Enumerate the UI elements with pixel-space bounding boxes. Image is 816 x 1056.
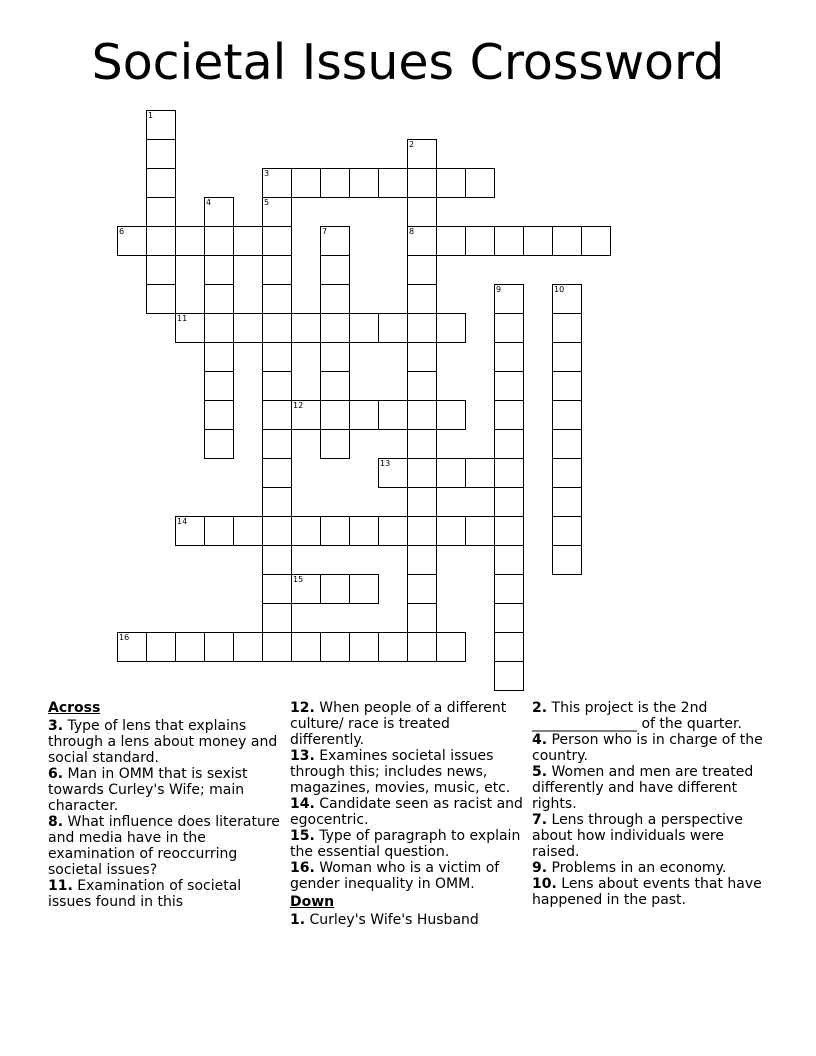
grid-cell[interactable]	[465, 458, 495, 488]
grid-cell[interactable]	[291, 313, 321, 343]
grid-cell[interactable]	[494, 603, 524, 633]
grid-cell[interactable]	[262, 255, 292, 285]
clue-item-number: 16.	[290, 860, 315, 876]
grid-cell[interactable]	[146, 255, 176, 285]
clue-number: 12	[293, 401, 304, 410]
grid-cell[interactable]	[146, 139, 176, 169]
clue-item-number: 11.	[48, 878, 73, 894]
grid-cell[interactable]	[320, 255, 350, 285]
grid-cell[interactable]	[262, 516, 292, 546]
down-clue-list-part-1	[290, 912, 526, 928]
grid-cell[interactable]	[320, 516, 350, 546]
grid-cell[interactable]	[552, 313, 582, 343]
grid-cell[interactable]	[320, 429, 350, 459]
grid-cell[interactable]	[378, 458, 408, 488]
clue-number: 10	[554, 285, 565, 294]
grid-cell[interactable]	[494, 342, 524, 372]
grid-cell[interactable]	[436, 168, 466, 198]
grid-cell[interactable]	[552, 226, 582, 256]
grid-cell[interactable]	[262, 429, 292, 459]
grid-cell[interactable]	[494, 313, 524, 343]
grid-cell[interactable]	[407, 255, 437, 285]
grid-cell[interactable]	[407, 429, 437, 459]
grid-cell[interactable]	[262, 603, 292, 633]
grid-cell[interactable]	[146, 197, 176, 227]
grid-cell[interactable]	[494, 429, 524, 459]
grid-cell[interactable]	[494, 574, 524, 604]
grid-cell[interactable]	[378, 516, 408, 546]
grid-cell[interactable]	[320, 574, 350, 604]
clue-item: 15. Type of paragraph to explain the essential question.	[290, 828, 521, 860]
grid-cell[interactable]	[552, 429, 582, 459]
clue-item-number: 1.	[290, 912, 306, 928]
grid-cell[interactable]	[320, 284, 350, 314]
grid-cell[interactable]	[407, 545, 437, 575]
grid-cell[interactable]	[552, 458, 582, 488]
grid-cell[interactable]	[436, 458, 466, 488]
clue-number: 16	[119, 633, 130, 642]
clue-item-number: 6.	[48, 766, 64, 782]
grid-cell[interactable]	[349, 313, 379, 343]
grid-cell[interactable]	[146, 168, 176, 198]
grid-cell[interactable]	[204, 255, 234, 285]
across-clue-list-part-2	[290, 700, 526, 892]
grid-cell[interactable]	[494, 545, 524, 575]
grid-cell[interactable]	[204, 284, 234, 314]
clue-item: 13. Examines societal issues through this; includes news, magazines, movies, music, etc.	[290, 748, 511, 796]
grid-cell[interactable]	[378, 168, 408, 198]
grid-cell[interactable]	[262, 313, 292, 343]
clue-item: 6. Man in OMM that is sexist towards Curley's Wife; main character.	[48, 766, 248, 814]
grid-cell[interactable]	[494, 284, 524, 314]
grid-cell[interactable]	[407, 313, 437, 343]
grid-cell[interactable]	[175, 516, 205, 546]
clue-number: 3	[264, 169, 270, 178]
clue-number: 15	[293, 575, 304, 584]
clue-number: 6	[119, 227, 125, 236]
grid-cell[interactable]	[175, 226, 205, 256]
clue-item: 8. What influence does literature and media have in the examination of reoccurring societal issues?	[48, 814, 280, 878]
puzzle-title: Societal Issues Crossword	[91, 34, 725, 91]
grid-cell[interactable]	[349, 168, 379, 198]
grid-cell[interactable]	[552, 516, 582, 546]
grid-cell[interactable]	[407, 342, 437, 372]
clue-item: 5. Women and men are treated differently and have different rights.	[532, 764, 754, 812]
grid-cell[interactable]	[378, 400, 408, 430]
grid-cell[interactable]	[262, 226, 292, 256]
grid-cell[interactable]	[407, 516, 437, 546]
grid-cell[interactable]	[465, 226, 495, 256]
clue-item: 7. Lens through a perspective about how individuals were raised.	[532, 812, 743, 860]
clues-column-3	[532, 700, 772, 908]
grid-cell[interactable]	[552, 342, 582, 372]
down-clue-list-part-2	[532, 700, 772, 908]
grid-cell[interactable]	[233, 313, 263, 343]
clue-number: 1	[148, 111, 154, 120]
grid-cell[interactable]	[291, 632, 321, 662]
grid-cell[interactable]	[204, 429, 234, 459]
grid-cell[interactable]	[436, 313, 466, 343]
grid-cell[interactable]	[262, 632, 292, 662]
clue-item-number: 15.	[290, 828, 315, 844]
grid-cell[interactable]	[407, 603, 437, 633]
clue-item: 1. Curley's Wife's Husband	[290, 912, 479, 928]
clue-item-number: 12.	[290, 700, 315, 716]
grid-cell[interactable]	[233, 632, 263, 662]
clue-item: 12. When people of a different culture/ race is treated differently.	[290, 700, 507, 748]
grid-cell[interactable]	[262, 545, 292, 575]
grid-cell[interactable]	[262, 400, 292, 430]
grid-cell[interactable]	[552, 487, 582, 517]
grid-cell[interactable]	[291, 400, 321, 430]
clue-number: 4	[206, 198, 212, 207]
grid-cell[interactable]	[262, 458, 292, 488]
clue-item: 10. Lens about events that have happened in the past.	[532, 876, 762, 908]
clue-item-number: 5.	[532, 764, 548, 780]
grid-cell[interactable]	[233, 226, 263, 256]
grid-cell[interactable]	[494, 516, 524, 546]
grid-cell[interactable]	[494, 458, 524, 488]
grid-cell[interactable]	[146, 226, 176, 256]
grid-cell[interactable]	[117, 226, 147, 256]
grid-cell[interactable]	[436, 632, 466, 662]
grid-cell[interactable]	[320, 371, 350, 401]
clue-number: 11	[177, 314, 188, 323]
grid-cell[interactable]	[320, 313, 350, 343]
grid-cell[interactable]	[552, 371, 582, 401]
grid-cell[interactable]	[494, 661, 524, 691]
grid-cell[interactable]	[407, 168, 437, 198]
clues-column-1	[48, 700, 280, 910]
grid-cell[interactable]	[320, 226, 350, 256]
grid-cell[interactable]	[204, 313, 234, 343]
grid-cell[interactable]	[262, 168, 292, 198]
grid-cell[interactable]	[494, 226, 524, 256]
grid-cell[interactable]	[407, 197, 437, 227]
grid-cell[interactable]	[262, 371, 292, 401]
across-heading: Across	[48, 700, 101, 716]
clue-number: 2	[409, 140, 415, 149]
grid-cell[interactable]	[407, 139, 437, 169]
clue-item: 2. This project is the 2nd _______________ of the quarter.	[532, 700, 742, 732]
across-clue-list-part-1	[48, 718, 280, 910]
grid-cell[interactable]	[465, 516, 495, 546]
clue-item-number: 2.	[532, 700, 548, 716]
grid-cell[interactable]	[523, 226, 553, 256]
grid-cell[interactable]	[262, 487, 292, 517]
grid-cell[interactable]	[436, 400, 466, 430]
grid-cell[interactable]	[320, 400, 350, 430]
grid-cell[interactable]	[175, 632, 205, 662]
clue-item: 4. Person who is in charge of the country.	[532, 732, 763, 764]
grid-cell[interactable]	[204, 632, 234, 662]
grid-cell[interactable]	[146, 632, 176, 662]
grid-cell[interactable]	[349, 516, 379, 546]
grid-cell[interactable]	[378, 313, 408, 343]
grid-cell[interactable]	[262, 284, 292, 314]
grid-cell[interactable]	[494, 400, 524, 430]
grid-cell[interactable]	[349, 632, 379, 662]
grid-cell[interactable]	[349, 574, 379, 604]
grid-cell[interactable]	[262, 197, 292, 227]
clue-item: 3. Type of lens that explains through a lens about money and social standard.	[48, 718, 278, 766]
grid-cell[interactable]	[204, 342, 234, 372]
grid-cell[interactable]	[204, 400, 234, 430]
grid-cell[interactable]	[407, 487, 437, 517]
grid-cell[interactable]	[320, 342, 350, 372]
clue-number: 5	[264, 198, 270, 207]
grid-cell[interactable]	[204, 226, 234, 256]
grid-cell[interactable]	[494, 371, 524, 401]
grid-cell[interactable]	[291, 168, 321, 198]
grid-cell[interactable]	[407, 371, 437, 401]
grid-cell[interactable]	[204, 197, 234, 227]
clue-item: 11. Examination of societal issues found in this	[48, 878, 242, 910]
grid-cell[interactable]	[436, 226, 466, 256]
grid-cell[interactable]	[552, 284, 582, 314]
clue-item-number: 7.	[532, 812, 548, 828]
grid-cell[interactable]	[407, 458, 437, 488]
grid-cell[interactable]	[494, 632, 524, 662]
clue-number: 14	[177, 517, 188, 526]
clue-number: 9	[496, 285, 502, 294]
grid-cell[interactable]	[233, 516, 263, 546]
grid-cell[interactable]	[204, 516, 234, 546]
clues-column-2	[290, 700, 526, 928]
grid-cell[interactable]	[291, 574, 321, 604]
clue-item-number: 9.	[532, 860, 548, 876]
clue-number: 13	[380, 459, 391, 468]
grid-cell[interactable]	[291, 516, 321, 546]
clue-number: 7	[322, 227, 328, 236]
grid-cell[interactable]	[407, 574, 437, 604]
grid-cell[interactable]	[407, 632, 437, 662]
grid-cell[interactable]	[349, 400, 379, 430]
grid-cell[interactable]	[552, 400, 582, 430]
clue-item-number: 4.	[532, 732, 548, 748]
down-heading: Down	[290, 894, 335, 910]
grid-cell[interactable]	[320, 632, 350, 662]
grid-cell[interactable]	[146, 110, 176, 140]
grid-cell[interactable]	[407, 400, 437, 430]
grid-cell[interactable]	[204, 371, 234, 401]
grid-cell[interactable]	[262, 342, 292, 372]
grid-cell[interactable]	[407, 226, 437, 256]
clue-number: 8	[409, 227, 415, 236]
grid-cell[interactable]	[581, 226, 611, 256]
clue-item-number: 10.	[532, 876, 557, 892]
grid-cell[interactable]	[552, 545, 582, 575]
clue-item-number: 13.	[290, 748, 315, 764]
clue-item: 14. Candidate seen as racist and egocentric.	[290, 796, 523, 828]
grid-cell[interactable]	[436, 516, 466, 546]
clue-item: 16. Woman who is a victim of gender inequality in OMM.	[290, 860, 500, 892]
clue-item-number: 8.	[48, 814, 64, 830]
grid-cell[interactable]	[465, 168, 495, 198]
grid-cell[interactable]	[378, 632, 408, 662]
grid-cell[interactable]	[407, 284, 437, 314]
grid-cell[interactable]	[175, 313, 205, 343]
grid-cell[interactable]	[494, 487, 524, 517]
clue-item-number: 14.	[290, 796, 315, 812]
clue-item-number: 3.	[48, 718, 64, 734]
grid-cell[interactable]	[262, 574, 292, 604]
clue-item: 9. Problems in an economy.	[532, 860, 727, 876]
grid-cell[interactable]	[320, 168, 350, 198]
grid-cell[interactable]	[146, 284, 176, 314]
grid-cell[interactable]	[117, 632, 147, 662]
